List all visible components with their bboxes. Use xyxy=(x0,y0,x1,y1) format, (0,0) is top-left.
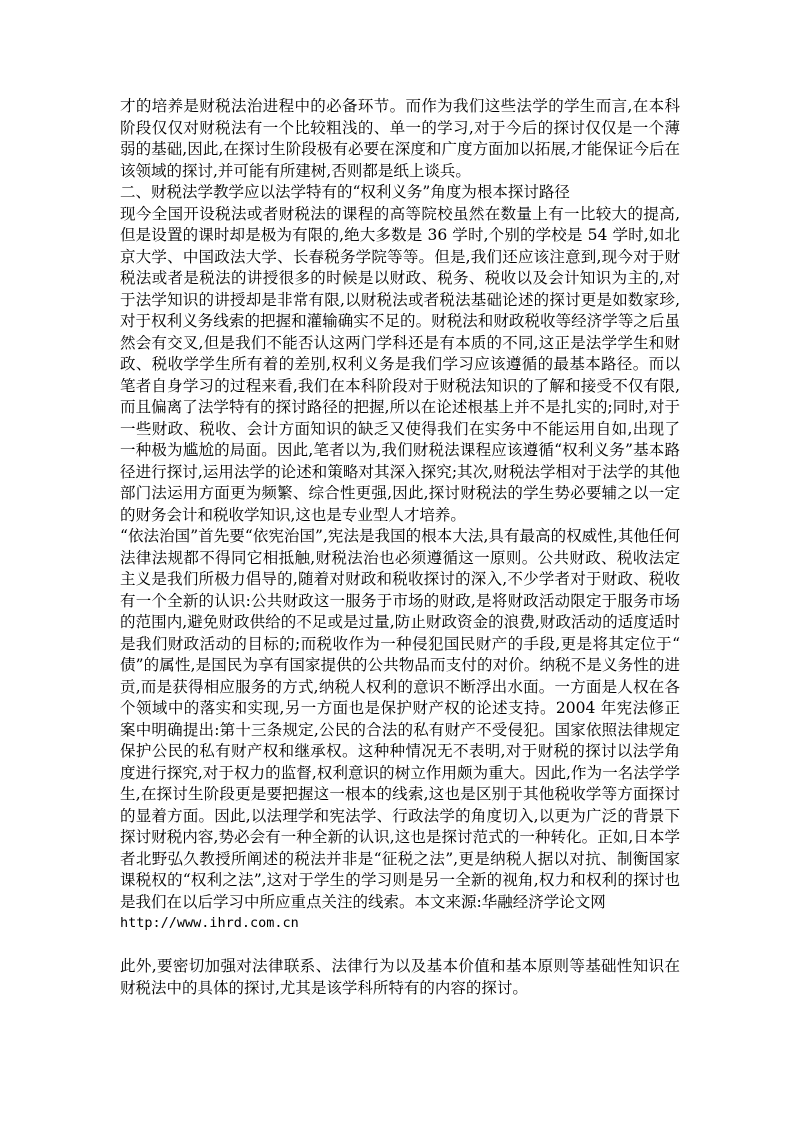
blank-line xyxy=(120,935,680,957)
closing-paragraph: 此外,要密切加强对法律联系、法律行为以及基本价值和基本原则等基础性知识在财税法中的具体的探讨,尤其是该学科所特有的内容的探讨。 xyxy=(120,957,680,997)
document-page xyxy=(120,96,680,999)
section-heading-2: 二、财税法学教学应以法学特有的“权利义务”角度为根本探讨路径 xyxy=(120,183,570,201)
section-2-paragraph: 现今全国开设税法或者财税法的课程的高等院校虽然在数量上有一比较大的提高,但是设置的课时却是极为有限的,绝大多数是 36 学时,个别的学校是 54 学时,如北京大学、中国政法大学、长春税务学院等等。但是,我们还应该注意到,现今对于财税法或者是税法的讲授很多的时候是以财政、税务、税收以及会计知识为主的,对于法学知识的讲授却是非常有限,以财税法或者税法基础论述的探讨更是如数家珍,对于权利义务线索的把握和灌输确实不足的。财税法和财政税收等经济学等之后虽然会有交叉,但是我们不能否认这两门学科还是有本质的不同,这正是法学学生和财政、税收学学生所有着的差别,权利义务是我们学习应该遵循的最基本路径。而以笔者自身学习的过程来看,我们在本科阶段对于财税法知识的了解和接受不仅有限,而且偏离了法学特有的探讨路径的把握,所以在论述根基上并不是扎实的;同时,对于一些财政、税收、会计方面知识的缺乏又使得我们在实务中不能运用自如,出现了一种极为尴尬的局面。因此,笔者以为,我们财税法课程应该遵循“权利义务”基本路径进行探讨,运用法学的论述和策略对其深入探究;其次,财税法学相对于法学的其他部门法运用方面更为频繁、综合性更强,因此,探讨财税法的学生势必要辅之以一定的财务会计和税收学知识,这也是专业型人才培养。 xyxy=(120,204,680,524)
source-url: http://www.ihrd.com.cn xyxy=(120,915,299,931)
intro-paragraph: 才的培养是财税法治进程中的必备环节。而作为我们这些法学的学生而言,在本科阶段仅仅对财税法有一个比较粗浅的、单一的学习,对于今后的探讨仅仅是一个薄弱的基础,因此,在探讨生阶段极有必要在深度和广度方面加以拓展,才能保证今后在该领域的探讨,并可能有所建树,否则都是纸上谈兵。 xyxy=(120,97,680,180)
constitution-paragraph: “依法治国”首先要“依宪治国”,宪法是我国的根本大法,具有最高的权威性,其他任何法律法规都不得同它相抵触,财税法治也必须遵循这一原则。公共财政、税收法定主义是我们所极力倡导的,随着对财政和税收探讨的深入,不少学者对于财政、税收有一个全新的认识:公共财政这一服务于市场的财政,是将财政活动限定于服务市场的范围内,避免财政供给的不足或是过量,防止财政资金的浪费,财政活动的适度适时是我们财政活动的目标的;而税收作为一种侵犯国民财产的手段,更是将其定位于“债”的属性,是国民为享有国家提供的公共物品而支付的对价。纳税不是义务性的进贡,而是获得相应服务的方式,纳税人权利的意识不断浮出水面。一方面是人权在各个领域中的落实和实现,另一方面也是保护财产权的论述支持。2004 年宪法修正案中明确提出:第十三条规定,公民的合法的私有财产不受侵犯。国家依照法律规定保护公民的私有财产权和继承权。这种种情况无不表明,对于财税的探讨以法学角度进行探究,对于权力的监督,权利意识的树立作用颇为重大。因此,作为一名法学学生,在探讨生阶段更是要把握这一根本的线索,这也是区别于其他税收学等方面探讨的显着方面。因此,以法理学和宪法学、行政法学的角度切入,以更为广泛的背景下探讨财税内容,势必会有一种全新的认识,这也是探讨范式的一种转化。正如,日本学者北野弘久教授所阐述的税法并非是“征税之法”,更是纳税人据以对抗、制衡国家课税权的“权利之法”,这对于学生的学习则是另一全新的视角,权力和权利的探讨也是我们在以后学习中所应重点关注的线索。本文来源:华融经济学论文网 xyxy=(120,527,680,911)
